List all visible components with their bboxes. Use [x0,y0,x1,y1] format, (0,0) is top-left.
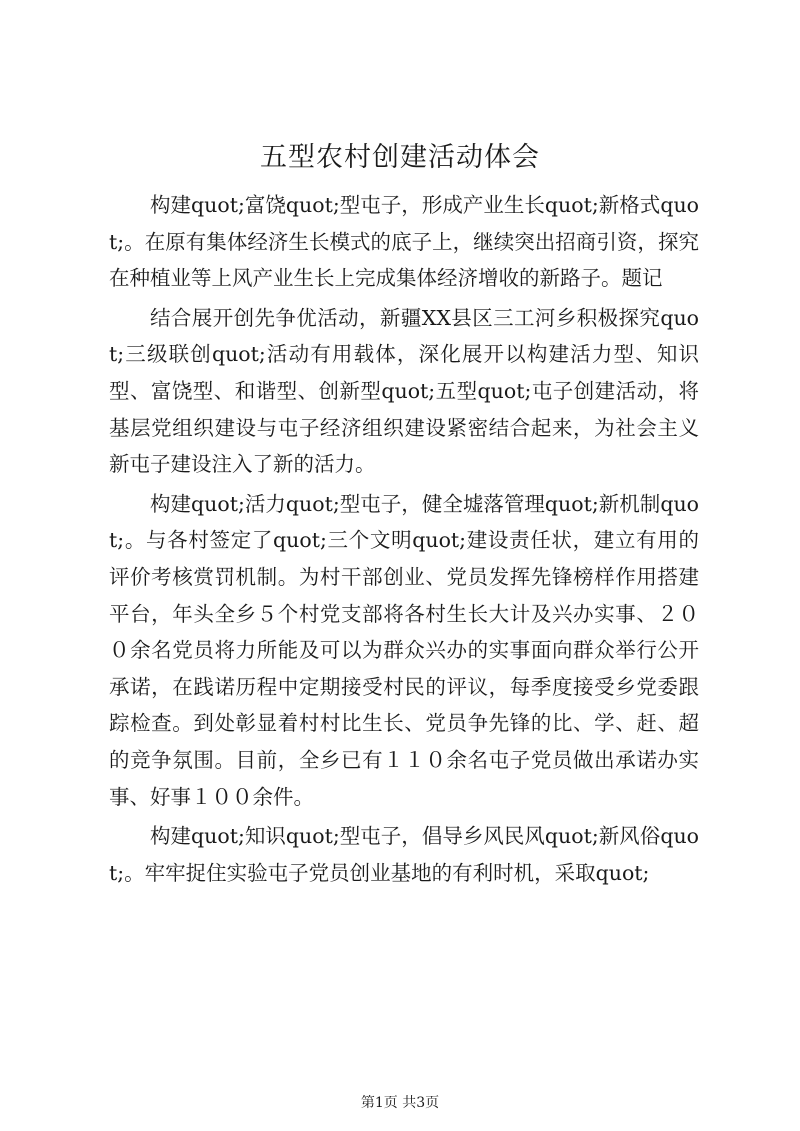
paragraph: 构建quot;知识quot;型屯子，倡导乡风民风quot;新风俗quot;。牢牢捉住实验屯子党员创业基地的有利时机，采取quot; [109,824,699,885]
document-title: 五型农村创建活动体会 [260,142,540,173]
paragraph: 构建quot;活力quot;型屯子，健全墟落管理quot;新机制quot;。与各村签定了quot;三个文明quot;建设责任状，建立有用的评价考核赏罚机制。为村干部创业、党员发挥先锋榜样作用搭建平台，年头全乡５个村党支部将各村生长大计及兴办实事、２００余名党员将力所能及可以为群众兴办的实事面向群众举行公开承诺，在践诺历程中定期接受村民的评议，每季度接受乡党委跟踪检查。到处彰显着村村比生长、党员争先锋的比、学、赶、超的竞争氛围。目前，全乡已有１１０余名屯子党员做出承诺办实事、好事１００余件。 [109,491,699,809]
document-body [109,187,699,891]
paragraph: 构建quot;富饶quot;型屯子，形成产业生长quot;新格式quot;。在原有集体经济生长模式的底子上，继续突出招商引资，探究在种植业等上风产业生长上完成集体经济增收的新路子。题记 [109,193,699,291]
paragraph: 结合展开创先争优活动，新疆XX县区三工河乡积极探究quot;三级联创quot;活动有用载体，深化展开以构建活力型、知识型、富饶型、和谐型、创新型quot;五型quot;屯子创建活动，将基层党组织建设与屯子经济组织建设紧密结合起来，为社会主义新屯子建设注入了新的活力。 [109,305,699,477]
page-number: 第1页 共3页 [360,1095,440,1111]
